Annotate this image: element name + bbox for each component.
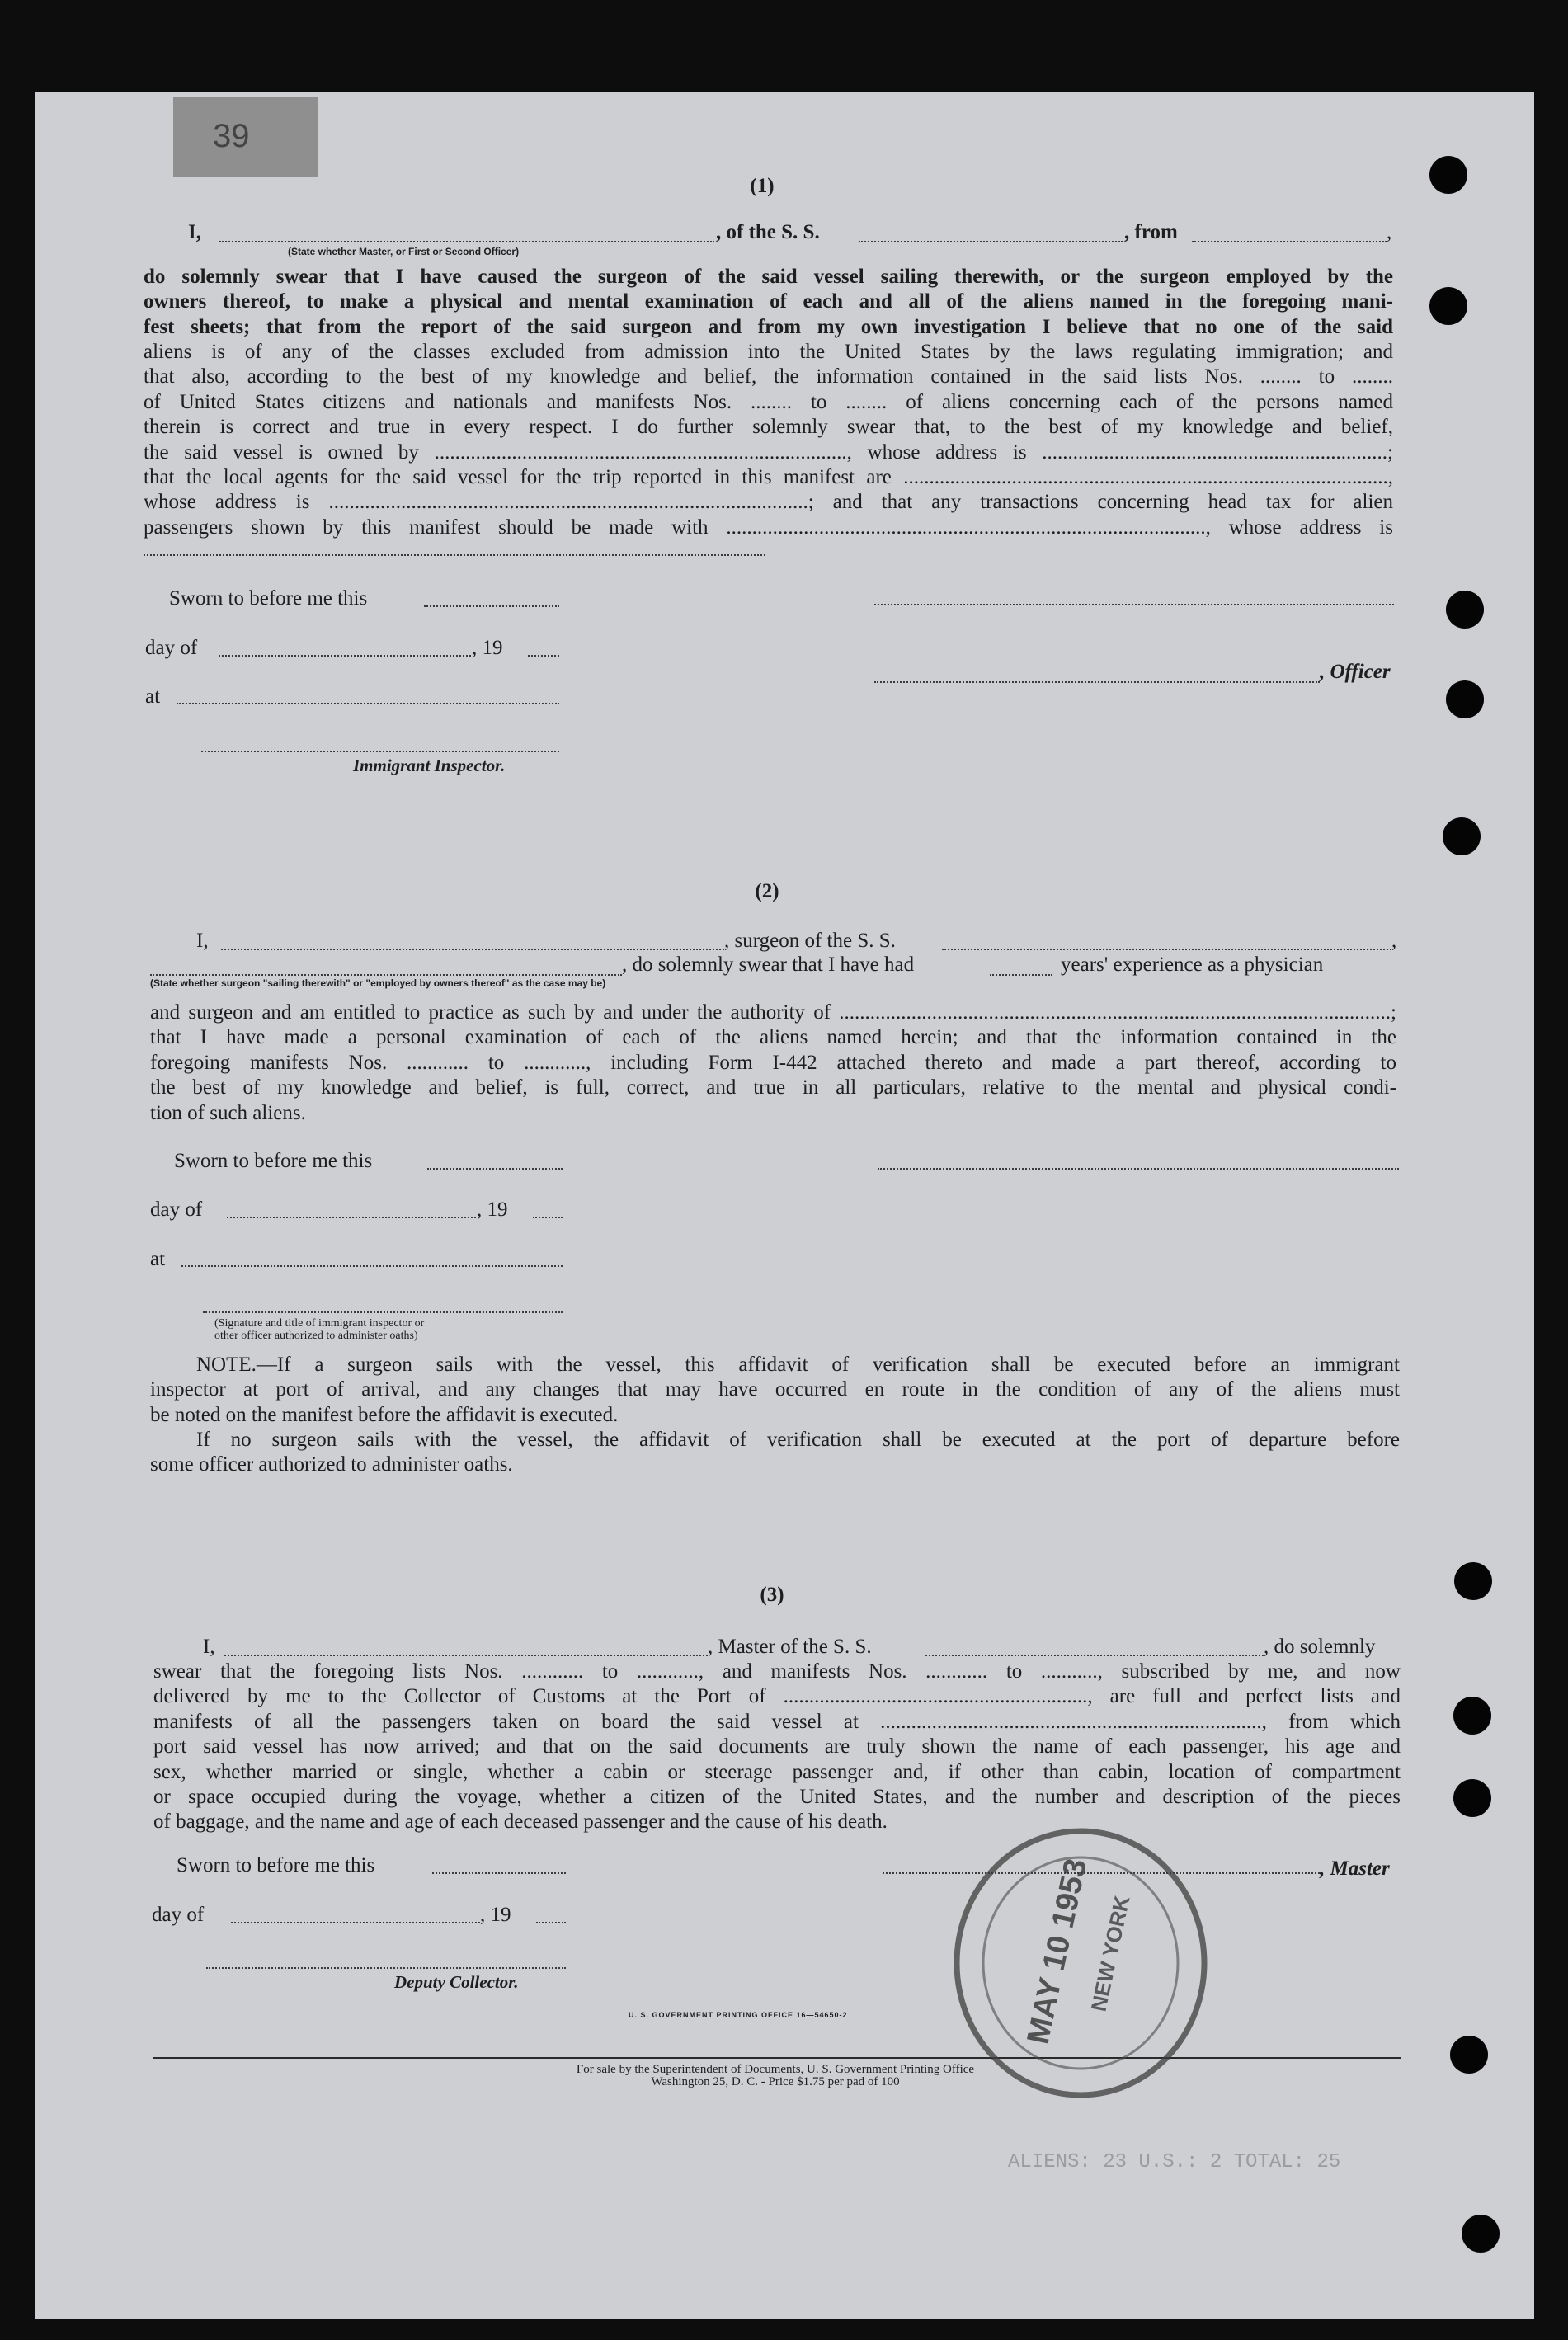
section-3-number: (3) [760, 1584, 784, 1606]
officer-title-field[interactable] [874, 681, 1320, 683]
gpo-imprint: U. S. GOVERNMENT PRINTING OFFICE 16—54650-2 [629, 2011, 848, 2019]
stamp-date: MAY 10 1953 [1020, 1855, 1095, 2047]
punch-hole [1453, 1697, 1491, 1735]
section-2-paragraph [150, 1001, 1396, 1101]
note-line: NOTE.—If a surgeon sails with the vessel, this affidavit of verification shall be executed before an immigrant [196, 1354, 1400, 1376]
oath-3-master-of: , Master of the S. S. [708, 1636, 872, 1658]
master-label: , Master [1320, 1857, 1390, 1880]
oath-2-end: , [1391, 930, 1397, 952]
section-2-line: foregoing manifests Nos. ............ to ............, including Form I-442 attached thereto and made a part thereof, according to [150, 1051, 1396, 1074]
sworn-label: Sworn to before me this [174, 1150, 373, 1172]
footer-rule [153, 2057, 1401, 2059]
sworn-date-field[interactable] [427, 1168, 563, 1170]
year-field[interactable] [528, 655, 559, 657]
oath-2-surgeon-of: , surgeon of the S. S. [724, 930, 896, 952]
oath-1-of-ss: , of the S. S. [716, 221, 820, 243]
section-3-paragraph [153, 1660, 1401, 1810]
section-1-line: do solemnly swear that I have caused the surgeon of the said vessel sailing therewith, or the surgeon employed by the [144, 266, 1393, 288]
section-2-line: that I have made a personal examination of each of the aliens named herein; and that the information contained in the [150, 1026, 1396, 1049]
punch-hole [1443, 817, 1481, 855]
oath-3-i: I, [203, 1636, 215, 1658]
section-1-line: of United States citizens and nationals and manifests Nos. ........ to ........ of aliens concerning each of the persons named [144, 390, 1393, 413]
section-1-line: owners thereof, to make a physical and mental examination of each and all of the aliens named in the foregoing mani- [144, 290, 1393, 313]
note2-line: If no surgeon sails with the vessel, the affidavit of verification shall be executed at the port of departure before [196, 1429, 1400, 1451]
note-line-3: be noted on the manifest before the affidavit is executed. [150, 1404, 619, 1426]
officer-name-field[interactable] [219, 241, 714, 242]
section-1-line: aliens is of any of the classes excluded from admission into the United States by the laws regulating immigration; and [144, 341, 1393, 363]
officer-label: , Officer [1320, 661, 1391, 683]
section-2-line: and surgeon and am entitled to practice as such by and under the authority of ...........................................................................................................; [150, 1001, 1396, 1024]
oath-2-swear: , do solemnly swear that I have had [622, 953, 915, 976]
punch-hole [1453, 1779, 1491, 1817]
at-field[interactable] [177, 703, 559, 704]
officer-note: (State whether Master, or First or Second Officer) [288, 246, 520, 257]
section-1-line: whose address is .............................................................................................; and that any transactions concerning head tax for alien [144, 491, 1393, 514]
section-1-line: that the local agents for the said vessel for the trip reported in this manifest are .............................................................................................., [144, 466, 1393, 489]
day-of-field[interactable] [227, 1217, 476, 1218]
section-3-line: port said vessel has now arrived; and that on the said documents are truly shown the name of each passenger, his age and [153, 1735, 1401, 1759]
vessel-name-field[interactable] [859, 241, 1123, 242]
punch-hole [1446, 591, 1484, 629]
master-vessel-field[interactable] [925, 1655, 1264, 1656]
punch-hole [1462, 2215, 1500, 2253]
sworn-label: Sworn to before me this [169, 587, 368, 610]
head-tax-address-field[interactable] [144, 554, 765, 556]
officer-signature-line[interactable] [874, 604, 1394, 605]
section-3-line: or space occupied during the voyage, whether a citizen of the United States, and the number and description of the pieces [153, 1786, 1401, 1809]
year-field[interactable] [533, 1217, 563, 1218]
master-name-field[interactable] [224, 1655, 708, 1656]
oath-1-from: , from [1124, 221, 1178, 243]
section-1-paragraph [144, 265, 1393, 340]
year-label: , 19 [480, 1904, 511, 1926]
day-of-label: day of [145, 637, 198, 659]
section-1-line: fest sheets; that from the report of the said surgeon and from my own investigation I believe that no one of the said [144, 315, 1393, 338]
at-label: at [150, 1248, 166, 1270]
section-1-line: passengers shown by this manifest should be made with ............................................................................................., whose address is [144, 516, 1393, 539]
sworn-date-field[interactable] [432, 1872, 566, 1874]
section-3-last-line: of baggage, and the name and age of each deceased passenger and the cause of his death. [153, 1810, 888, 1833]
sheet-number-tab [173, 97, 318, 177]
note2-paragraph [196, 1428, 1400, 1452]
inspector-label: Immigrant Inspector. [353, 756, 506, 775]
punch-hole [1454, 1562, 1492, 1600]
oath-2-years: years' experience as a physician [1061, 953, 1324, 976]
surgeon-signature-line[interactable] [878, 1168, 1399, 1170]
day-of-label: day of [150, 1198, 203, 1221]
footer-line-1: For sale by the Superintendent of Documents, U. S. Government Printing Office [576, 2063, 975, 2076]
oath-2-i: I, [196, 930, 209, 952]
day-of-label: day of [152, 1904, 205, 1926]
section-1-paragraph-cont [144, 340, 1393, 540]
date-stamp [949, 1823, 1212, 2103]
collector-label: Deputy Collector. [394, 1972, 519, 1992]
surgeon-vessel-field[interactable] [942, 949, 1391, 950]
oath-1-i: I, [188, 221, 201, 243]
oath-1-end: , [1387, 221, 1392, 243]
sworn-label: Sworn to before me this [177, 1854, 375, 1876]
section-3-line: manifests of all the passengers taken on board the said vessel at .........................................................................., from which [153, 1710, 1401, 1733]
surgeon-note: (State whether surgeon "sailing therewith" or "employed by owners thereof" as the case may be) [150, 977, 606, 989]
section-1-number: (1) [750, 175, 775, 197]
at-field[interactable] [181, 1265, 563, 1267]
surgeon-name-field[interactable] [221, 949, 724, 950]
departure-port-field[interactable] [1192, 241, 1387, 242]
section-1-line: that also, according to the best of my knowledge and belief, the information contained in the said lists Nos. ........ to ........ [144, 365, 1393, 388]
section-2-number: (2) [755, 880, 779, 902]
day-of-field[interactable] [231, 1922, 480, 1923]
inspector-signature-field[interactable] [201, 751, 559, 752]
at-label: at [145, 685, 161, 708]
note-line: inspector at port of arrival, and any changes that may have occurred en route in the condition of any of the aliens must [150, 1378, 1400, 1401]
footer-line-2: Washington 25, D. C. - Price $1.75 per pad of 100 [651, 2075, 900, 2088]
note2-line-2: some officer authorized to administer oaths. [150, 1453, 513, 1476]
inspector-signature-field[interactable] [203, 1311, 563, 1313]
section-1-line: therein is correct and true in every respect. I do further solemnly swear that, to the best of my knowledge and belief, [144, 416, 1393, 439]
year-field[interactable] [536, 1922, 566, 1923]
section-2-line: the best of my knowledge and belief, is full, correct, and true in all particulars, relative to the mental and physical condi- [150, 1076, 1396, 1099]
section-3-line: swear that the foregoing lists Nos. ............ to ............, and manifests Nos. ............ to ..........., subscribed by me, and now [153, 1660, 1401, 1683]
punch-hole [1429, 156, 1467, 194]
section-1-line: the said vessel is owned by ................................................................................, whose address is ...................................................................; [144, 440, 1393, 464]
year-label: , 19 [477, 1198, 508, 1221]
stamp-place: NEW YORK [1085, 1893, 1135, 2014]
surgeon-status-field[interactable] [150, 974, 622, 976]
section-3-line: delivered by me to the Collector of Customs at the Port of ..........................................................., are full and perfect lists and [153, 1685, 1401, 1708]
punch-hole [1429, 287, 1467, 325]
collector-signature-field[interactable] [206, 1967, 566, 1969]
punch-hole [1450, 2036, 1488, 2074]
bleed-through-text: ALIENS: 23 U.S.: 2 TOTAL: 25 [1008, 2151, 1341, 2173]
section-3-line: sex, whether married or single, whether a cabin or steerage passenger and, if other than cabin, location of compartment [153, 1760, 1401, 1783]
signature-note-1: (Signature and title of immigrant inspector or [214, 1317, 425, 1330]
section-2-last-line: tion of such aliens. [150, 1102, 306, 1124]
signature-note-2: other officer authorized to administer oaths) [214, 1330, 418, 1342]
oath-3-swear: , do solemnly [1264, 1636, 1376, 1658]
years-experience-field[interactable] [990, 974, 1052, 976]
punch-hole [1446, 680, 1484, 718]
note-paragraph [150, 1353, 1400, 1403]
year-label: , 19 [472, 637, 503, 659]
sworn-date-field[interactable] [424, 605, 559, 607]
sheet-number: 39 [213, 118, 250, 154]
day-of-field[interactable] [219, 655, 471, 657]
